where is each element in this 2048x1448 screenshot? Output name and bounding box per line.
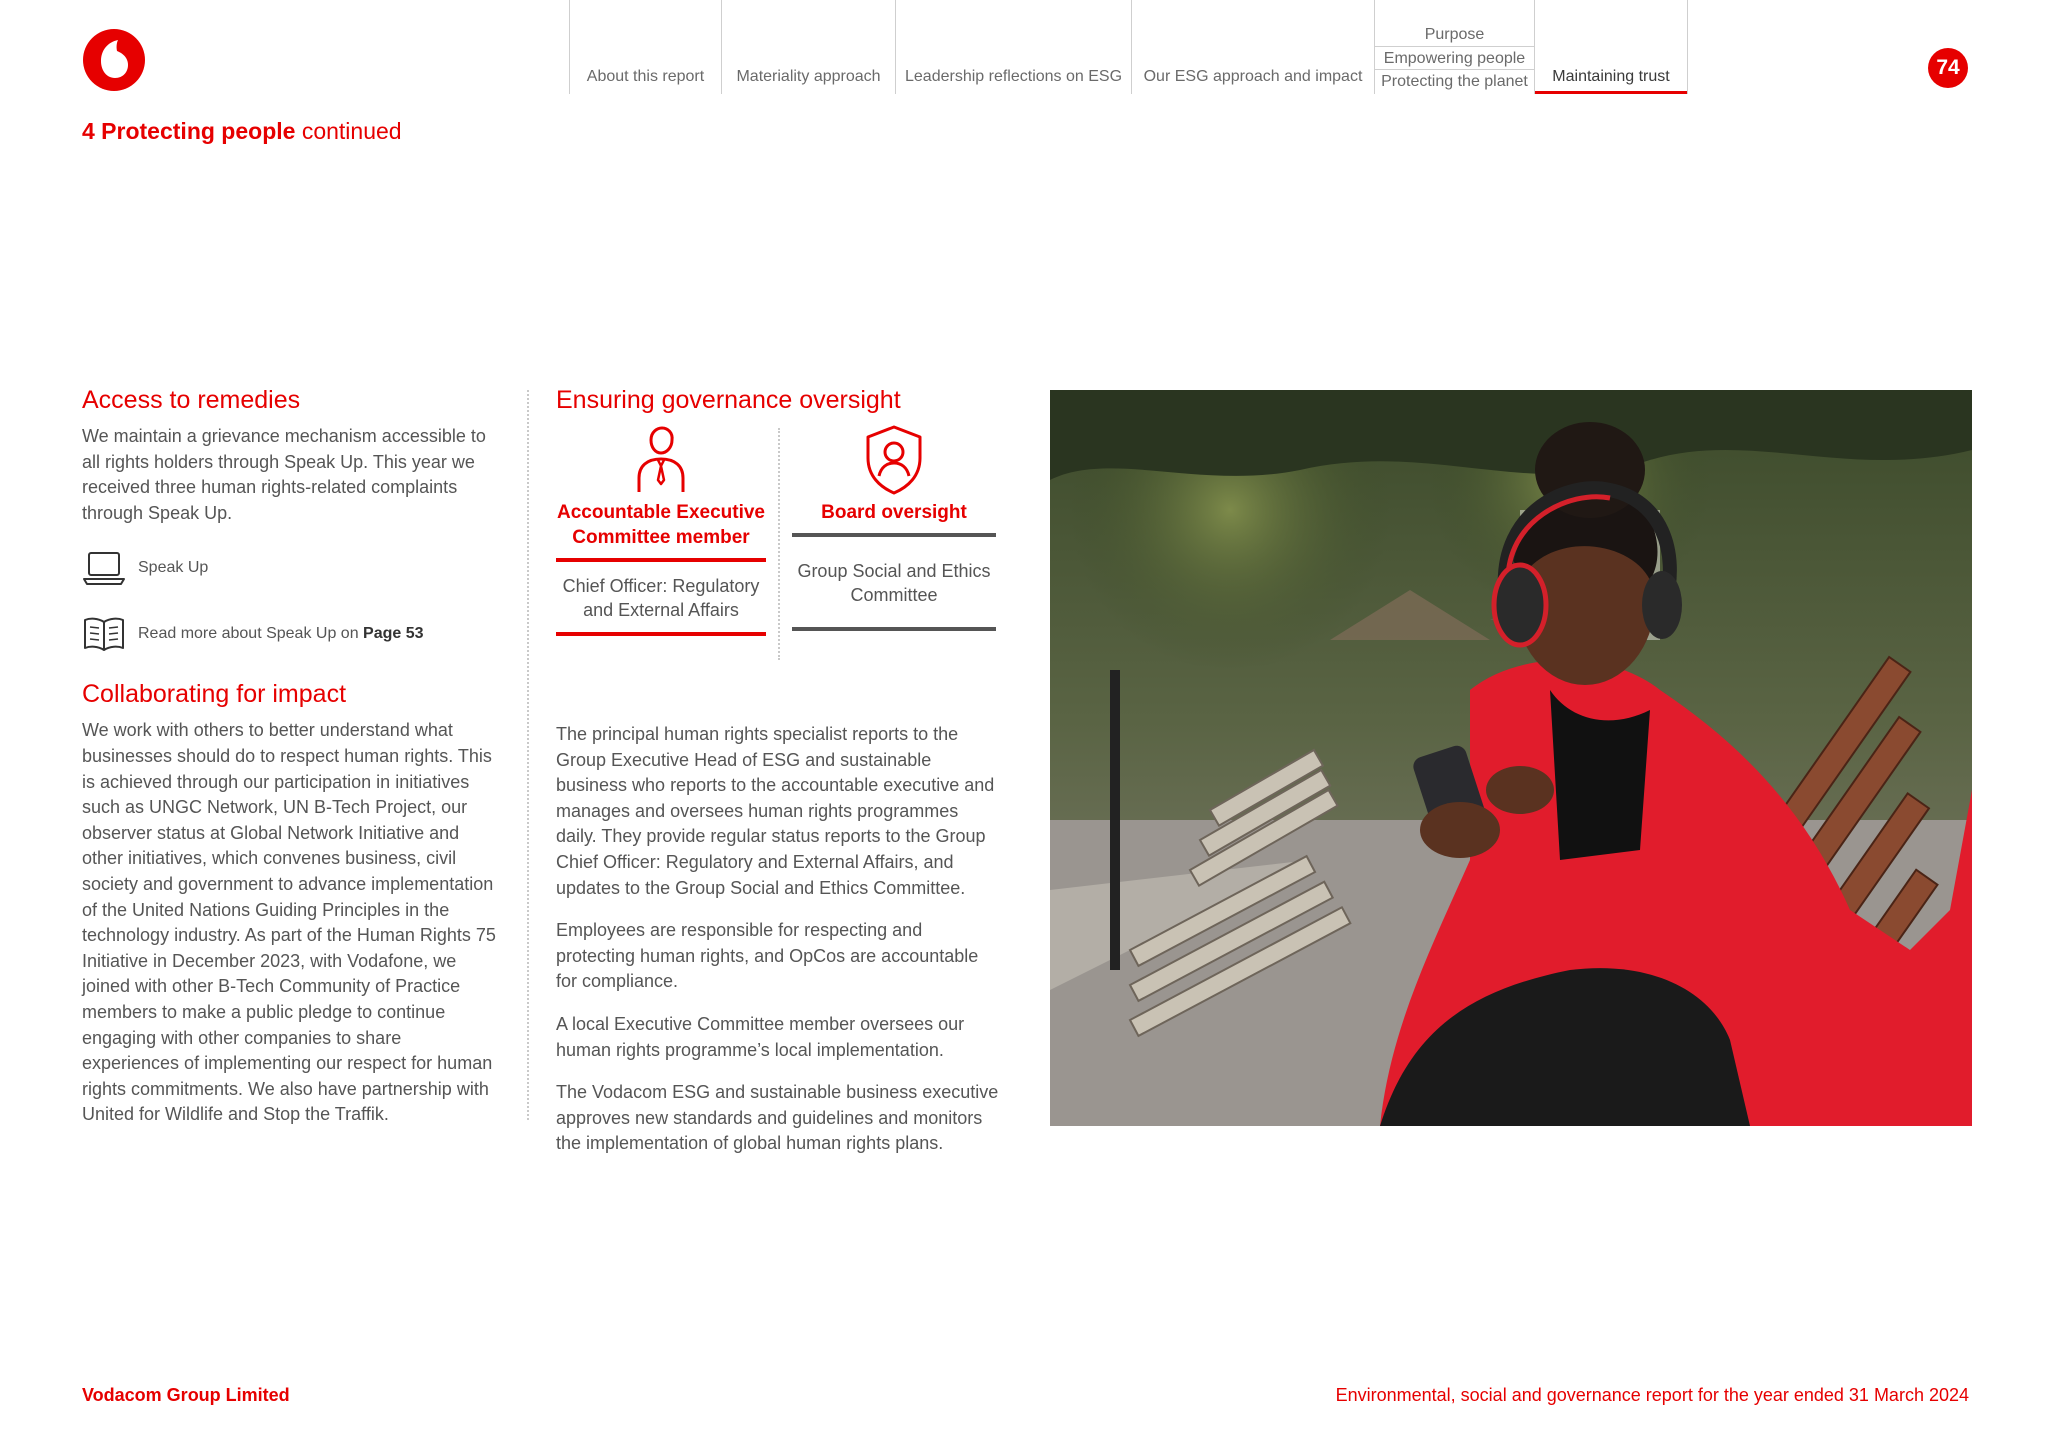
governance-paragraph: The principal human rights specialist reports to the Group Executive Head of ESG and sustainable business who reports to the accountable executive and manages and oversees human rights programmes daily. They provide regular status reports to the Group Chief Officer: Regulatory and External Affairs, and updates to the Group Social and Ethics Committee. <box>556 724 995 898</box>
nav-materiality[interactable]: Materiality approach <box>721 0 895 94</box>
section-suffix: continued <box>301 118 402 144</box>
collaborating-body: We work with others to better understand what businesses should do to respect human rights. This is achieved through our participation in initiatives such as UNGC Network, UN B-Tech Project, our observer status at Global Network Initiative and other initiatives, which convenes business, civil society and government to advance implementation of the United Nations Guiding Principles in the technology industry. As part of the Human Rights 75 Initiative in December 2023, with Vodafone, we joined with other B-Tech Community of Practice members to make a public pledge to continue engaging with other companies to share experiences of implementing our respect for human rights commitments. We also have partnership with United for Wildlife and Stop the Traffik. <box>82 720 496 1125</box>
nav-empowering-people[interactable]: Empowering people <box>1375 46 1534 69</box>
accountable-executive-bar-bottom <box>556 632 766 636</box>
board-oversight-block <box>792 424 996 631</box>
governance-heading: Ensuring governance oversight <box>556 386 901 414</box>
board-oversight-bar-bottom <box>792 627 996 631</box>
speak-up-page-text <box>138 625 424 643</box>
page-number-badge: 74 <box>1928 48 1968 88</box>
nav-maintaining-trust[interactable]: Maintaining trust <box>1534 0 1688 94</box>
accountable-executive-label: Accountable Executive Committee member <box>556 502 766 548</box>
board-oversight-label: Board oversight <box>821 502 967 523</box>
top-navigation <box>569 0 1688 94</box>
shield-person-icon <box>862 424 926 496</box>
footer-report-title: Environmental, social and governance report for the year ended 31 March 2024 <box>1335 1385 1969 1405</box>
governance-paragraphs <box>556 722 1000 1157</box>
access-remedies-heading: Access to remedies <box>82 386 301 414</box>
executive-person-icon <box>629 424 693 496</box>
laptop-icon <box>82 548 126 588</box>
speak-up-label: Speak Up <box>138 559 209 577</box>
governance-paragraph: The Vodacom ESG and sustainable business executive approves new standards and guidelines and monitors the implementation of global human rights plans. <box>556 1082 999 1154</box>
woman-with-headphones-photo <box>1050 390 1972 1126</box>
nav-esg-approach[interactable]: Our ESG approach and impact <box>1131 0 1374 94</box>
speak-up-link[interactable] <box>82 544 502 592</box>
nav-purpose[interactable]: Purpose <box>1424 26 1485 43</box>
board-oversight-desc: Group Social and Ethics Committee <box>797 561 991 605</box>
governance-divider <box>778 428 780 660</box>
accountable-executive-desc: Chief Officer: Regulatory and External Affairs <box>562 576 760 620</box>
left-column <box>82 384 502 1128</box>
book-icon <box>82 614 126 654</box>
accountable-executive-block <box>556 424 766 636</box>
nav-group <box>1374 0 1534 94</box>
section-title <box>82 118 402 145</box>
middle-column <box>556 384 1000 1174</box>
speak-up-page-prefix: Read more about Speak Up on <box>138 625 359 643</box>
governance-paragraph: Employees are responsible for respecting and protecting human rights, and OpCos are accountable for compliance. <box>556 920 979 992</box>
vodacom-logo-icon <box>82 28 146 92</box>
section-number-title: 4 Protecting people <box>82 118 296 144</box>
speak-up-page-ref: Page 53 <box>363 625 424 643</box>
footer-company: Vodacom Group Limited <box>82 1385 290 1405</box>
collaborating-heading: Collaborating for impact <box>82 680 347 709</box>
access-remedies-body: We maintain a grievance mechanism accessible to all rights holders through Speak Up. This year we received three human rights-related complaints through Speak Up. <box>82 426 486 523</box>
governance-diagram <box>556 424 1000 706</box>
column-divider <box>527 390 529 1120</box>
nav-about-report[interactable]: About this report <box>569 0 721 94</box>
nav-leadership[interactable]: Leadership reflections on ESG <box>895 0 1131 94</box>
speak-up-page-link[interactable] <box>82 610 502 658</box>
nav-protecting-planet[interactable]: Protecting the planet <box>1375 69 1534 92</box>
governance-paragraph: A local Executive Committee member oversees our human rights programme’s local implementation. <box>556 1013 965 1060</box>
